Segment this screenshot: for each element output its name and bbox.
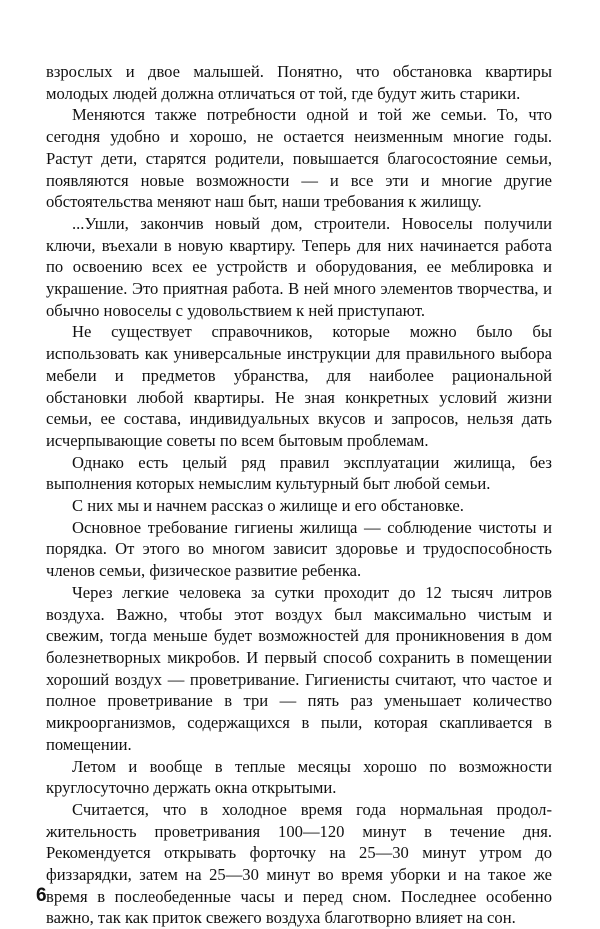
paragraph-ventilation-schedule: Считается, что в холодное время года нормальная продолжительность проветривания 100—120 минут в течение дня. Рекомендуется открывать форточку на 25—30 минут утром до физзарядки, затем на 25—30 минут во время уборки и на такое же время в послеобеденные часы и перед сном. Последнее особенно важно, так как приток свежего воздуха благотворно влияет на сон. bbox=[46, 799, 552, 928]
paragraph-summer-windows: Летом и вообще в теплые месяцы хорошо по возможности круглосуточно держать окна открытыми. bbox=[46, 756, 552, 798]
page-number: 6 bbox=[36, 885, 47, 906]
paragraph-new-settlers: ...Ушли, закончив новый дом, строители. Новоселы получили ключи, въехали в новую квартиру. Теперь для них начинается работа по освоению всех ее устройств и оборудования, ее меблировка и украшение. Это приятная работа. В ней много элементов творчества, и обычно новоселы с удовольствием к ней приступают. bbox=[46, 213, 552, 320]
paragraph-no-handbooks: Не существует справочников, которые можно было бы использовать как универсальные инструкции для правильного выбора мебели и предметов убранства, для наиболее рациональной обстановки любой квартиры. Не зная конкретных условий жизни семьи, ее состава, индивидуальных вкусов и запросов, нельзя дать исчерпывающие советы по всем бытовым проблемам. bbox=[46, 322, 552, 450]
paragraph-story-start: С них мы и начнем рассказ о жилище и его обстановке. bbox=[72, 496, 464, 516]
paragraph-hygiene: Основное требование гигиены жилища — соблюдение чистоты и порядка. От этого во многом зависит здоровье и трудоспособность членов семьи, физическое развитие ребенка. bbox=[46, 517, 552, 581]
paragraph-air: Через легкие человека за сутки проходит до 12 тысяч литров воздуха. Важно, чтобы этот воздух был максимально чистым и свежим, тогда меньше будет возможностей для проникновения в дом болезнетворных микробов. И первый способ сохранить в помещении хороший воздух — проветривание. Гигиенисты считают, что частое и полное проветривание в три — пять раз уменьшает количество микроорганизмов, содержащихся в пыли, которая скапливается в помещении. bbox=[46, 582, 552, 754]
paragraph-family-needs: Меняются также потребности одной и той же семьи. То, что сегодня удобно и хорошо, не остается неизменным многие годы. Растут дети, старятся родители, повышается благосостояние семьи, появляются новые возможности — и все эти и многие другие обстоятельства меняют наш быт, наши требования к жилищу. bbox=[46, 105, 552, 212]
paragraph-continuation: взрослых и двое малышей. Понятно, что обстановка квартиры молодых людей должна отличаться от той, где будут жить старики. bbox=[46, 62, 552, 103]
page-body bbox=[46, 61, 552, 929]
paragraph-exploitation-rules: Однако есть целый ряд правил эксплуатации жилища, без выполнения которых немыслим культурный быт любой семьи. bbox=[46, 452, 552, 494]
